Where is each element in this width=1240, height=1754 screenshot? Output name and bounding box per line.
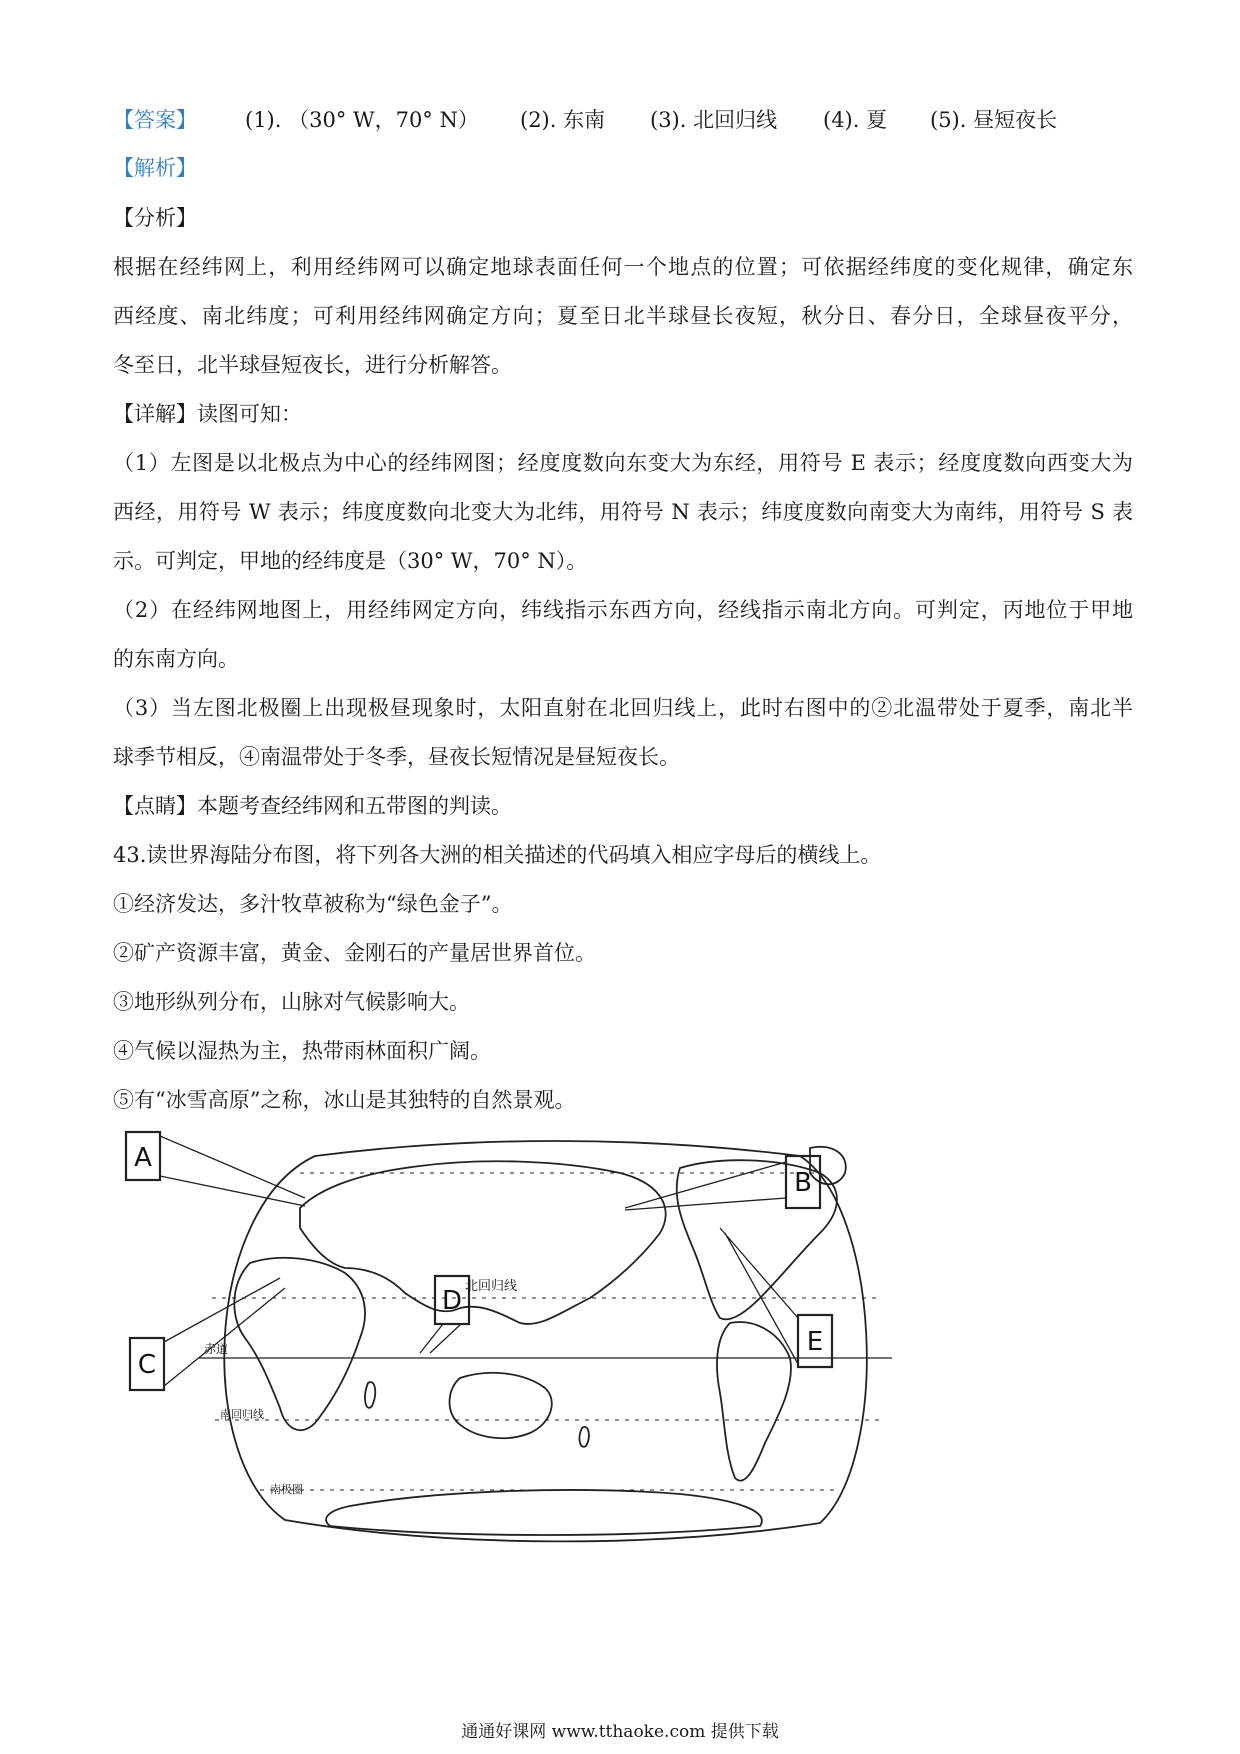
detail-p2-line-2: 的东南方向。 [113,647,239,671]
label-equator: 赤道 [204,1342,229,1356]
leader-e [720,1228,798,1364]
fenxi-line-1: 根据在经纬网上，利用经纬网可以确定地球表面任何一个地点的位置；可依据经纬度的变化规律，确定东 [113,255,1133,279]
madagascar-outline [365,1382,375,1408]
map-outline [224,1141,867,1541]
detail-p3-line-2: 球季节相反，④南温带处于冬季，昼夜长短情况是昼短夜长。 [113,745,680,769]
leader-a [160,1136,305,1206]
eurasia-outline [300,1161,666,1324]
answer-item-3: (3). 北回归线 [650,108,778,132]
answer-item-5: (5). 昼短夜长 [930,108,1058,132]
new-zealand-outline [579,1427,588,1447]
fenxi-line-2: 西经度、南北纬度；可利用经纬网确定方向；夏至日北半球昼长夜短，秋分日、春分日，全球昼夜平分， [113,304,1133,328]
question-option-2: ②矿产资源丰富，黄金、金刚石的产量居世界首位。 [113,941,596,965]
question-option-3: ③地形纵列分布，山脉对气候影响大。 [113,990,470,1014]
detail-p3-line-1: （3）当左图北极圈上出现极昼现象时，太阳直射在北回归线上，此时右图中的②北温带处于夏季，南北半 [113,696,1133,720]
africa-outline [234,1258,365,1430]
answer-tag: 【答案】 [113,108,197,132]
detail-tag-line: 【详解】读图可知： [113,402,302,426]
answer-item-4: (4). 夏 [823,108,888,132]
question-option-1: ①经济发达，多汁牧草被称为“绿色金子”。 [113,892,513,916]
leader-d [420,1324,461,1353]
box-b-letter: B [794,1168,812,1198]
question-stem: 43.读世界海陆分布图，将下列各大洲的相关描述的代码填入相应字母后的横线上。 [113,843,882,867]
question-option-5: ⑤有“冰雪高原”之称，冰山是其独特的自然景观。 [113,1088,576,1112]
label-tropic-of-cancer: 北回归线 [465,1279,518,1294]
north-america-outline [677,1160,837,1319]
question-option-4: ④气候以湿热为主，热带雨林面积广阔。 [113,1039,491,1063]
australia-outline [450,1373,552,1438]
label-tropic-of-capricorn: 南回归线 [220,1408,264,1421]
fenxi-tag: 【分析】 [113,206,197,230]
footer-text: 通通好课网 www.tthaoke.com 提供下载 [461,1722,779,1742]
label-antarctic-circle: 南极圈 [270,1483,303,1496]
world-map [120,1128,950,1548]
south-america-outline [717,1322,791,1481]
box-d-letter: D [441,1286,463,1316]
detail-p2-line-1: （2）在经纬网地图上，用经纬网定方向，纬线指示东西方向，经线指示南北方向。可判定，丙地位于甲地 [113,598,1133,622]
fenxi-line-3: 冬至日，北半球昼短夜长，进行分析解答。 [113,353,512,377]
answer-item-2: (2). 东南 [520,108,606,132]
box-e-letter: E [806,1327,824,1357]
detail-p1-line-2: 西经，用符号 W 表示；纬度度数向北变大为北纬，用符号 N 表示；纬度度数向南变大为南纬，用符号 S 表 [113,500,1133,524]
answer-item-1: (1). （30° W，70° N） [245,108,479,132]
box-c-letter: C [137,1350,157,1380]
analysis-tag: 【解析】 [113,156,197,180]
box-a-letter: A [134,1143,152,1173]
detail-p1-line-3: 示。可判定，甲地的经纬度是（30° W，70° N）。 [113,549,588,573]
detail-p1-line-1: （1）左图是以北极点为中心的经纬网图；经度度数向东变大为东经，用符号 E 表示；经度度数向西变大为 [113,451,1133,475]
antarctica-outline [326,1490,762,1535]
dianjing-line: 【点睛】本题考查经纬网和五带图的判读。 [113,794,512,818]
